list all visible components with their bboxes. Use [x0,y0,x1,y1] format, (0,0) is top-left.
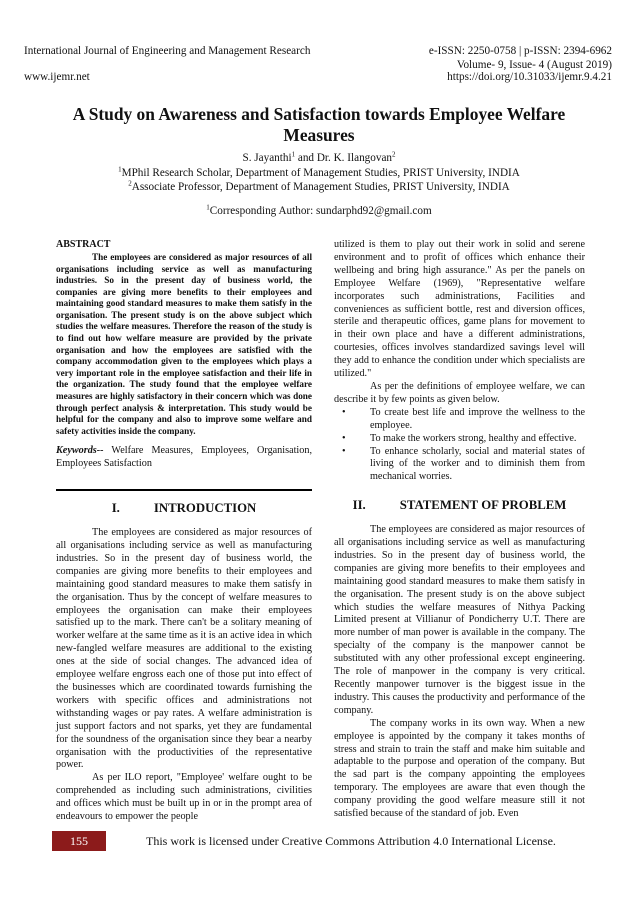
intro-paragraph-2: As per ILO report, "Employee' welfare ought to be comprehended as including such administrations, civilities and offices which must be built up in or in the prompt area of endeavours to empower the people [56,772,312,823]
bullet-icon: • [342,445,346,457]
affiliation-2-sup: 2 [128,179,132,188]
keywords [56,445,312,471]
doi-link[interactable]: https://doi.org/10.31033/ijemr.9.4.21 [447,71,612,83]
author-2-sup: 2 [392,150,396,159]
license-notice: This work is licensed under Creative Commons Attribution 4.0 International License. [146,834,556,848]
volume-issue: Volume- 9, Issue- 4 (August 2019) [456,59,612,71]
welfare-points-list [334,407,585,484]
issn: e-ISSN: 2250-0758 | p-ISSN: 2394-6962 [428,45,612,57]
affiliation-1-text: MPhil Research Scholar, Department of Management Studies, PRIST University, INDIA [121,167,520,179]
affiliation-2-text: Associate Professor, Department of Management Studies, PRIST University, INDIA [131,181,510,193]
section-title: STATEMENT OF PROBLEM [399,498,567,513]
website-link[interactable]: www.ijemr.net [24,71,90,83]
list-item-text: To create best life and improve the wellness to the employee. [370,406,585,431]
section-heading-introduction [56,502,312,515]
author-line [40,151,598,165]
paper-title: A Study on Awareness and Satisfaction towards Employee Welfare Measures [72,104,566,145]
page-number-badge: 155 [52,831,106,851]
affiliation-1-sup: 1 [118,165,122,174]
section-number: I. [111,501,120,516]
intro-paragraph-4: As per the definitions of employee welfare, we can describe it by few points as given below. [334,380,585,405]
right-column [334,239,585,821]
abstract-heading: ABSTRACT [56,239,111,250]
corresponding-author [40,204,598,218]
abstract-divider [56,489,312,491]
author-2: and Dr. K. Ilangovan [295,152,393,164]
keywords-label: Keywords-- [56,445,104,457]
affiliation-1 [40,166,598,180]
list-item [334,433,585,446]
problem-paragraph-1: The employees are considered as major resources of all organisations including service as well as manufacturing industries. So in the present day of business world, the companies are giving more benefits to their employees and maintaining good standard measures to make them satisfy in the organisation. The present study is on the above subject which studies the welfare measures of Nithya Packing Limited present at Villianur of Pondicherry U.T. There are more number of man power is available in the company. The specialty of the company is the manpower cannot be substituted with any other professional except engineering. The role of manpower in the company is very critical. Recently manpower turnover is the biggest issue in the industry. This causes the productivity and performance of the company. [334,524,585,716]
section-title: INTRODUCTION [153,501,257,516]
keywords-text: Welfare Measures, Employees, Organisation, Employees Satisfaction [56,445,312,470]
journal-name: International Journal of Engineering and Management Research [24,45,311,57]
affiliation-2 [40,180,598,194]
bullet-icon: • [342,432,346,444]
intro-paragraph-1: The employees are considered as major resources of all organisations including service as well as manufacturing industries. So in the present day of business world, the companies are giving more benefits to their employees and maintaining good standard measures to make them satisfy in the organisation. Thus by the concept of welfare measures to employees the organisation can make their employees satisfied up to the mark. There can't be a solitary meaning of worker welfare at the same time as it is an active idea in which new-fangled welfare measures are additional to the existing ones at the side of social changes. The advanced idea of employee welfare engross each one of those put into effect of the businesses which are coordinated towards furnishing the workers with specific offices and administrations not withstanding wages or pay rates. A welfare administration is just support factors and not sparks, yet they are fundamental for the soundness of the organisation since they bear a nearby organisation with the productivities of the representative power. [56,527,313,771]
list-item-text: To enhance scholarly, social and material states of living of the worker and to diminish them from mechanical worries. [370,445,585,483]
author-1: S. Jayanthi [242,152,292,164]
abstract-body: The employees are considered as major resources of all organisations including service as well as manufacturing industries. So in the present day of business world, the companies are giving more benefits to their employees and maintaining good standard measures to make them satisfy in the organisation. The present study is on the above subject which studies the welfare measures. Therefore the reason of the study is to find out how welfare measure are provided by the private organisation and how the employees are satisfied with the company accommodation given to the employees which plays a very important role in the employee satisfaction and their life in the organization. The study found that the employee welfare measures are highly satisfactory in their concern which was done through perfect analysis & interpretation. This study would be helpful for the company and also to improve some welfare and safety activities inside the company. [56,251,312,436]
list-item [334,407,585,433]
section-heading-problem [334,499,585,512]
section-number: II. [352,498,366,513]
corresponding-text: Corresponding Author: sundarphd92@gmail.com [209,205,432,217]
author-1-sup: 1 [291,150,296,159]
left-column [56,239,312,824]
intro-paragraph-3: utilized is them to play out their work in solid and serene environment and to profit of offices which enhance their wellbeing and bring high assurance." As per the panels on Employee Welfare (1969), "Representative welfare incorporates such administrations, Facilities and conveniences as sufficient bottle, rest and diversion offices, sterile and therapeutic offices, game plans for movement to in their own place and have a different administrations, courtesies, offices involves standardized savings level will they add to enhance the condition under which specialists are utilized." [334,239,585,380]
list-item-text: To make the workers strong, healthy and effective. [370,432,577,444]
bullet-icon: • [342,406,346,418]
problem-paragraph-2: The company works in its own way. When a new employee is appointed by the company it takes months of stress and strain to train the staff and make him suitable and adaptable to the purpose and operation of the company. But the sad part is the company appointing the employees temporary. The employees are aware that even though the company providing the good welfare measure still it not satisfied because of the standard of job. Even [334,717,585,820]
corresponding-sup: 1 [206,203,210,212]
list-item [334,446,585,485]
